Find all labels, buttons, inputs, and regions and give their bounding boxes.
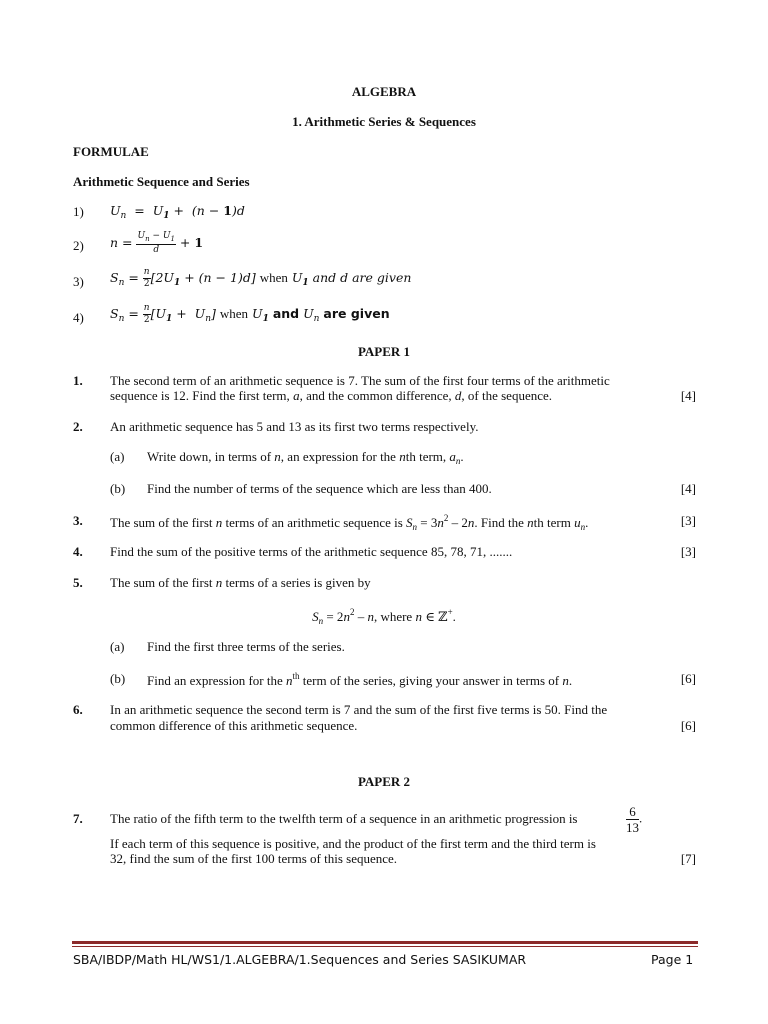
formula-2: n = $\frac{U_n - U_1}{d}$ + 1 <box>110 231 204 255</box>
question-7-line2: If each term of this sequence is positive, and the product of the first term and the third term is <box>110 836 596 851</box>
page-title: ALGEBRA <box>351 84 417 99</box>
formulae-heading: FORMULAE <box>73 144 149 159</box>
question-2-marks: [4] <box>680 481 696 496</box>
footer-rule-thin <box>72 946 698 947</box>
page-subtitle: 1. Arithmetic Series & Sequences <box>292 114 476 129</box>
question-6-marks: [6] <box>680 718 696 733</box>
formula-4: $S_n$ = $\frac{n}{2}$ $[U_1 + U_n]$ when $U_1$ and $U_n$ are given <box>110 303 390 325</box>
formula-4-note3: are given <box>323 306 390 321</box>
footer-page-number: Page 1 <box>651 952 694 967</box>
question-3-number: 3. <box>73 513 83 528</box>
question-4-text: Find the sum of the positive terms of the arithmetic sequence 85, 78, 71, ....... <box>110 544 513 559</box>
question-1-number: 1. <box>73 373 83 388</box>
question-6-line2: common difference of this arithmetic sequence. <box>110 718 358 733</box>
formula-1-label: 1) <box>73 204 84 219</box>
question-5-text: The sum of the first n terms of a series is given by <box>110 575 371 590</box>
question-4-marks: [3] <box>680 544 696 559</box>
question-7-line1: The ratio of the fifth term to the twelfth term of a sequence in an arithmetic progression is <box>110 811 578 826</box>
question-3-marks: [3] <box>680 513 696 528</box>
formula-3: $S_n$ = $\frac{n}{2}$ $[2U_1 + (n - 1)d]$ when $U_1$ and d are given <box>110 267 412 289</box>
question-7-fraction: $\frac{6}{13}$ . <box>626 804 643 835</box>
question-2b-text: Find the number of terms of the sequence which are less than 400. <box>147 481 492 496</box>
question-2-text: An arithmetic sequence has 5 and 13 as its first two terms respectively. <box>110 419 479 434</box>
question-6-number: 6. <box>73 702 83 717</box>
formula-3-note: when <box>259 270 288 285</box>
question-5b-label: (b) <box>110 671 126 686</box>
question-5b-text: Find an expression for the $n^{th}$ term of the series, giving your answer in terms of n. <box>147 671 573 688</box>
formula-4-label: 4) <box>73 310 84 325</box>
question-6-line1: In an arithmetic sequence the second term is 7 and the sum of the first five terms is 50. Find the <box>110 702 608 717</box>
question-2b-label: (b) <box>110 481 126 496</box>
question-4-number: 4. <box>73 544 83 559</box>
question-5a-text: Find the first three terms of the series. <box>147 639 345 654</box>
question-1-marks: [4] <box>680 388 696 403</box>
paper1-heading: PAPER 1 <box>357 344 411 359</box>
question-5-equation: $S_n = 2n^2 - n$, where n ∈ ℤ+. <box>312 607 456 626</box>
formula-3-label: 3) <box>73 274 84 289</box>
question-7-number: 7. <box>73 811 83 826</box>
question-7-line3: 32, find the sum of the first 100 terms of this sequence. <box>110 851 398 866</box>
question-1-line1: The second term of an arithmetic sequence is 7. The sum of the first four terms of the arithmetic <box>110 373 610 388</box>
formula-2-label: 2) <box>73 238 84 253</box>
formula-3-note2: and d are given <box>312 270 412 285</box>
paper2-heading: PAPER 2 <box>357 774 411 789</box>
question-7-marks: [7] <box>680 851 696 866</box>
section-heading: Arithmetic Sequence and Series <box>73 174 250 189</box>
question-5-number: 5. <box>73 575 83 590</box>
formula-4-note: when <box>219 306 249 321</box>
question-5-marks: [6] <box>680 671 696 686</box>
formula-4-note2: and <box>272 306 300 321</box>
footer-path: SBA/IBDP/Math HL/WS1/1.ALGEBRA/1.Sequences and Series SASIKUMAR <box>73 952 527 967</box>
question-2a-label: (a) <box>110 449 125 464</box>
question-1-line2: sequence is 12. Find the first term, a, and the common difference, d, of the sequence. <box>110 388 553 403</box>
question-5a-label: (a) <box>110 639 125 654</box>
question-2a-text: Write down, in terms of n, an expression for the nth term, $a_n$. <box>147 449 464 466</box>
question-2-number: 2. <box>73 419 83 434</box>
question-3-text: The sum of the first n terms of an arithmetic sequence is $S_n = 3n^2 - 2n$. Find the nth term $u_n$. <box>110 513 589 532</box>
footer-rule <box>72 941 698 944</box>
formula-1: $U_n = U_1 + (n - 1)d$ <box>110 203 245 221</box>
